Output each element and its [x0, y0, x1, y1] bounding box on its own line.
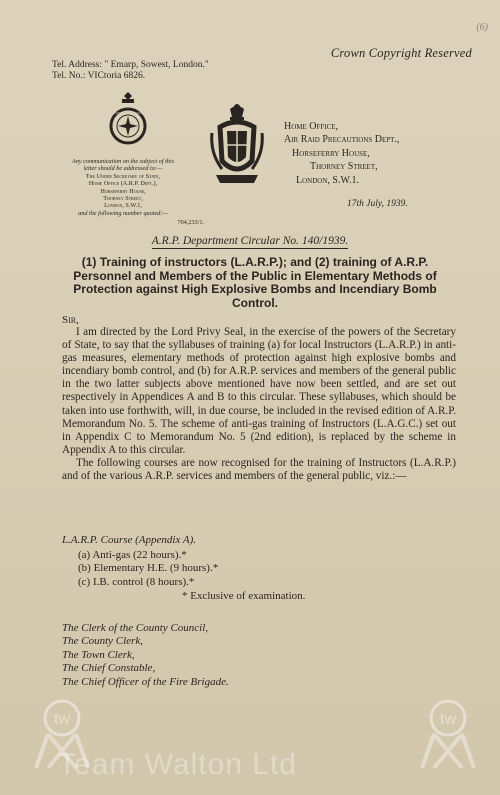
- office-address: [284, 120, 464, 187]
- watermark-logo-left-text: tw: [54, 711, 70, 728]
- telephone-block: [52, 60, 209, 82]
- recipient-4: The Chief Constable,: [62, 662, 156, 675]
- note-address-4: Thorney Street,: [103, 195, 143, 203]
- royal-crest-icon: [208, 103, 266, 193]
- recipient-3: The Town Clerk,: [62, 648, 135, 661]
- course-item-c: (c) I.B. control (8 hours).*: [78, 575, 195, 588]
- tel-address: Tel. Address: " Emarp, Sowest, London.": [52, 60, 209, 70]
- watermark-logo-right-text: tw: [440, 711, 456, 728]
- national-service-badge-icon: [108, 90, 148, 150]
- document-title: (1) Training of instructors (L.A.R.P.); and (2) training of A.R.P. Personnel and Members of the Public in Elementary Methods of Protection against High Explosive Bombs and Incendiary Bomb Control.: [73, 255, 437, 310]
- badge-text: NATIONAL SERVICE: [113, 111, 143, 115]
- course-heading: L.A.R.P. Course (Appendix A).: [62, 534, 197, 546]
- tel-number: Tel. No.: VICtoria 6826.: [52, 71, 146, 81]
- course-item-b: (b) Elementary H.E. (9 hours).*: [78, 562, 219, 575]
- recipient-1: The Clerk of the County Council,: [62, 622, 209, 634]
- watermark-text: Team Walton Ltd: [58, 748, 297, 781]
- note-address-3: Horseferry House,: [100, 187, 146, 195]
- note-address-1: The Under Secretary of State,: [85, 172, 161, 180]
- note-address-5: London, S.W.1,: [104, 202, 142, 210]
- recipient-5: The Chief Officer of the Fire Brigade.: [62, 675, 229, 688]
- communication-note: [34, 158, 212, 227]
- paragraph-2: The following courses are now recognised for the training of Instructors (L.A.R.P.) and of the various A.R.P. services and members of the general public, viz.:—: [62, 456, 456, 483]
- address-line-5: London, S.W.1.: [296, 174, 359, 186]
- body-text: [62, 326, 456, 483]
- address-line-4: Thorney Street,: [310, 161, 378, 173]
- paragraph-1: I am directed by the Lord Privy Seal, in the exercise of the powers of the Secretary of State, to say that the syllabuses of training (a) for local Instructors (L.A.R.P.) in anti-gas measures, elementary methods of protection against high explosive bombs and incendiary bomb control, and (b) for A.R.P. services and members of the general public in the two latter subjects above mentioned have now been settled, and are set out respectively in Appendices A and B to this circular. These syllabuses, which should be taken into use forthwith, will, in due course, be included in the revised edition of A.R.P. Memorandum No. 5. The scheme of anti-gas training of Instructors (L.A.G.C.) set out in Appendix C to Memorandum No. 5 (2nd edition), is replaced by the scheme in Appendix A to this circular.: [62, 326, 456, 456]
- note-line-1: Any communication on the subject of this: [71, 158, 175, 165]
- note-line-2: letter should be addressed to:—: [83, 165, 163, 173]
- salutation: Sir,: [62, 314, 79, 326]
- note-address-2: Home Office (A.R.P. Dept.),: [88, 180, 158, 188]
- circular-text: A.R.P. Department Circular No. 140/1939.: [151, 235, 349, 247]
- exclusion-note: * Exclusive of examination.: [182, 590, 306, 602]
- course-list: [78, 549, 218, 589]
- circular-number: [0, 235, 500, 247]
- corner-mark: (6): [476, 22, 488, 33]
- address-line-3: Horseferry House,: [292, 147, 370, 159]
- recipient-2: The County Clerk,: [62, 635, 143, 648]
- address-line-1: Home Office,: [284, 121, 339, 132]
- course-item-a: (a) Anti-gas (22 hours).*: [78, 549, 187, 561]
- reference-number: 704,233/1.: [177, 219, 204, 227]
- recipient-list: [62, 622, 229, 689]
- watermark-logo-right-icon: [420, 698, 476, 770]
- letter-date: 17th July, 1939.: [347, 199, 408, 209]
- copyright-notice: Crown Copyright Reserved: [330, 46, 472, 60]
- note-line-3: and the following number quoted:—: [78, 209, 168, 217]
- address-line-2: Air Raid Precautions Dept.,: [284, 134, 400, 146]
